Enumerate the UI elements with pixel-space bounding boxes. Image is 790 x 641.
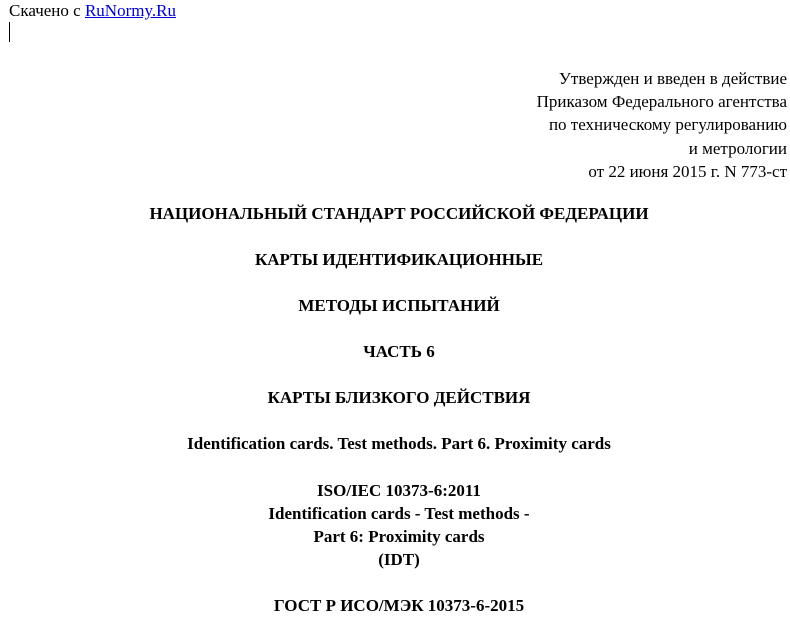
approval-line: и метрологии — [688, 138, 787, 158]
document-title-methods: МЕТОДЫ ИСПЫТАНИЙ — [298, 296, 500, 315]
source-link[interactable]: RuNormy.Ru — [84, 1, 176, 20]
national-standard-heading: НАЦИОНАЛЬНЫЙ СТАНДАРТ РОССИЙСКОЙ ФЕДЕРАЦИИ — [149, 204, 649, 223]
document-title-subject: КАРТЫ БЛИЗКОГО ДЕЙСТВИЯ — [267, 388, 531, 407]
document-title-part: ЧАСТЬ 6 — [363, 342, 435, 361]
english-title: Identification cards. Test methods. Part 6. Proximity cards — [187, 434, 611, 453]
iso-reference-line: ISO/IEC 10373-6:2011 — [317, 481, 481, 500]
iso-reference-block — [0, 479, 790, 571]
document-title-main: КАРТЫ ИДЕНТИФИКАЦИОННЫЕ — [254, 250, 544, 269]
iso-reference-line: Part 6: Proximity cards — [313, 527, 485, 546]
text-cursor — [9, 22, 10, 42]
approval-line: Утвержден и введен в действие — [558, 69, 787, 88]
iso-reference-line: Identification cards - Test methods - — [268, 504, 530, 523]
approval-line: от 22 июня 2015 г. N 773-ст — [588, 161, 787, 181]
approval-line: по техническому регулированию — [548, 115, 787, 135]
gost-designation: ГОСТ Р ИСО/МЭК 10373-6-2015 — [273, 596, 525, 615]
approval-block — [537, 67, 787, 183]
approval-line: Приказом Федерального агентства — [536, 92, 787, 112]
source-prefix: Скачено с — [9, 1, 81, 20]
source-line — [9, 1, 176, 21]
iso-reference-line: (IDT) — [378, 550, 420, 569]
